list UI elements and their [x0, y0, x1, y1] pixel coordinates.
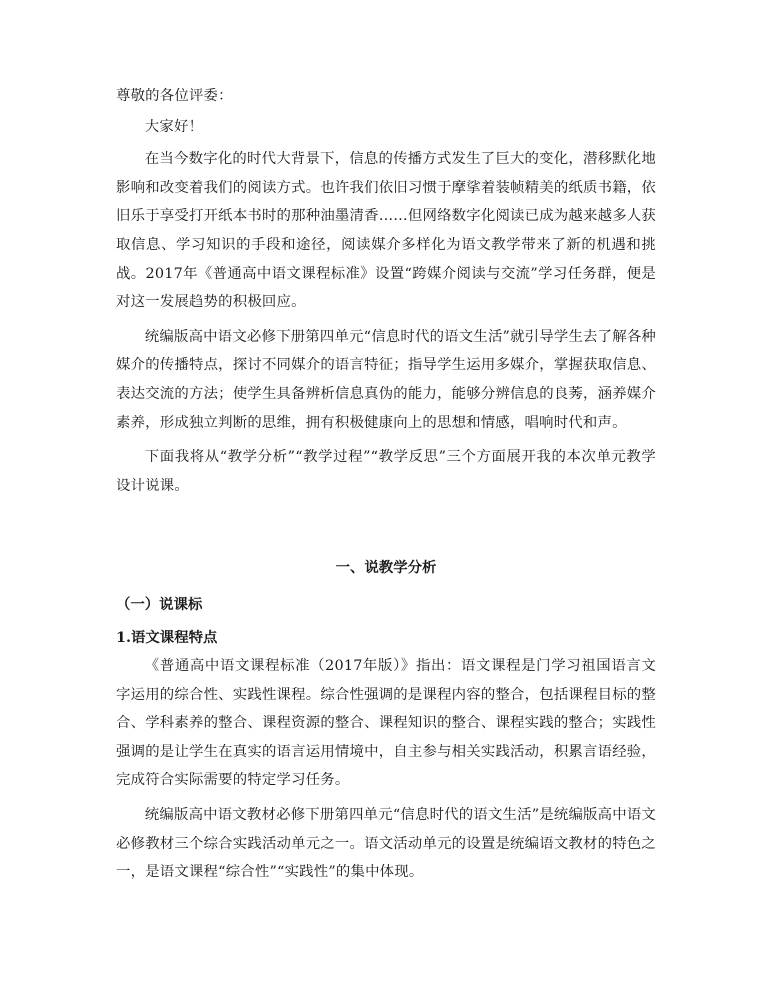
- section-title: 一、说教学分析: [335, 559, 437, 577]
- salutation: 尊敬的各位评委：: [116, 88, 233, 104]
- intro-paragraph-2: 统编版高中语文必修下册第四单元“信息时代的语文生活”就引导学生去了解各种媒介的传播特点，探讨不同媒介的语言特征；指导学生运用多媒介，掌握获取信息、表达交流的方法；使学生具备辨析信息真伪的能力，能够分辨信息的良莠，涵养媒介素养，形成独立判断的思维，拥有积极健康向上的思想和情感，唱响时代和声。: [116, 328, 656, 431]
- sub-heading-course-features: 1.语文课程特点: [116, 628, 218, 646]
- intro-paragraph-1: 在当今数字化的时代大背景下，信息的传播方式发生了巨大的变化，潜移默化地影响和改变着我们的阅读方式。也许我们依旧习惯于摩挲着装帧精美的纸质书籍，依旧乐于享受打开纸本书时的那种油墨清香……但网络数字化阅读已成为越来越多人获取信息、学习知识的手段和途径，阅读媒介多样化为语文教学带来了新的机遇和挑战。2017年《普通高中语文课程标准》设置“跨媒介阅读与交流”学习任务群，便是对这一发展趋势的积极回应。: [116, 151, 656, 311]
- greeting: 大家好！: [144, 118, 204, 135]
- section-paragraph-1: 《普通高中语文课程标准（2017年版）》指出：语文课程是门学习祖国语言文字运用的综合性、实践性课程。综合性强调的是课程内容的整合，包括课程目标的整合、学科素养的整合、课程资源的整合、课程知识的整合、课程实践的整合；实践性强调的是让学生在真实的语言运用情境中，自主参与相关实践活动，积累言语经验，完成符合实际需要的特定学习任务。: [116, 658, 656, 789]
- intro-paragraph-3: 下面我将从“教学分析”“教学过程”“教学反思”三个方面展开我的本次单元教学设计说课。: [116, 449, 656, 494]
- document-body: [116, 82, 656, 887]
- sub-heading-curriculum: （一）说课标: [116, 595, 203, 613]
- section-paragraph-2: 统编版高中语文教材必修下册第四单元“信息时代的语文生活”是统编版高中语文必修教材三个综合实践活动单元之一。语文活动单元的设置是统编语文教材的特色之一，是语文课程“综合性”“实践性”的集中体现。: [116, 807, 656, 881]
